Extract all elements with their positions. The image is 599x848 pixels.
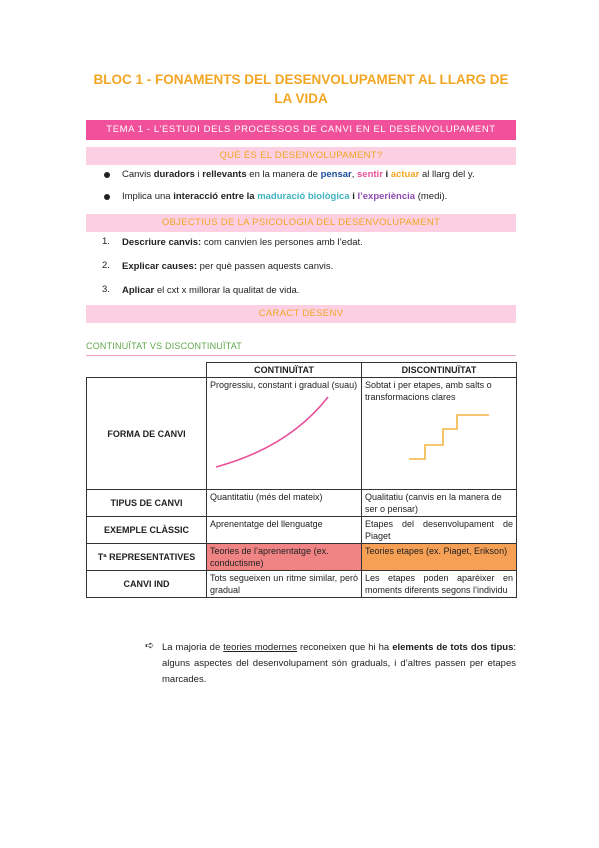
stairs-graphic [365,405,513,475]
table-cell: Teories de l’aprenentatge (ex. conductisme) [207,544,362,571]
table-cell [362,378,517,490]
table-cell: Tots segueixen un ritme similar, però gradual [207,571,362,598]
row-label: EXEMPLE CLÀSSIC [87,517,207,544]
table-header-row [87,363,517,378]
continuous-curve-graphic [210,393,358,473]
bullet-dot [104,194,110,200]
list-number: 2. [102,260,110,271]
table-row [87,544,517,571]
list-number: 3. [102,284,110,295]
table-corner [87,363,207,378]
table-cell: Etapes del desenvolupament de Piaget [362,517,517,544]
section-heading-objectius: OBJECTIUS DE LA PSICOLOGIA DEL DESENVOLUPAMENT [86,214,516,232]
table-cell: Les etapes poden aparèixer en moments diferents segons l’individu [362,571,517,598]
table-cell: Qualitatiu (canvis en la manera de ser o pensar) [362,490,517,517]
section-heading-caract: CARACT DESENV [86,305,516,323]
cell-text: Sobtat i per etapes, amb salts o transformacions clares [365,380,492,402]
table-row [87,490,517,517]
bullet-item-2: Implica una interacció entre la maduració biològica i l’experiència (medi). [122,191,448,202]
subheading-continuitat: CONTINUÏTAT VS DISCONTINUÏTAT [86,341,242,351]
row-label: Tª REPRESENTATIVES [87,544,207,571]
list-number: 1. [102,236,110,247]
subheading-divider [86,355,516,356]
bullet-dot [104,172,110,178]
row-label: FORMA DE CANVI [87,378,207,490]
bullet-item-1: Canvis duradors i rellevants en la manera de pensar, sentir i actuar al llarg del y. [122,169,475,180]
objective-item-1: Descriure canvis: com canvien les persones amb l’edat. [122,237,363,248]
table-row [87,378,517,490]
tema-banner: TEMA 1 - L’ESTUDI DELS PROCESSOS DE CANVI EN EL DESENVOLUPAMENT [86,120,516,140]
section-heading-desenvolupament: QUÈ ÉS EL DESENVOLUPAMENT? [86,147,516,165]
document-title: BLOC 1 - FONAMENTS DEL DESENVOLUPAMENT AL LLARG DE LA VIDA [93,72,509,106]
objective-item-3: Aplicar el cxt x millorar la qualitat de vida. [122,285,300,296]
table-cell: Quantitatiu (més del mateix) [207,490,362,517]
column-header-continuitat: CONTINUÏTAT [207,363,362,378]
summary-note: La majoria de teories modernes reconeixen que hi ha elements de tots dos tipus: alguns aspectes del desenvolupament són graduals, i d’altres passen per etapes marcades. [162,642,517,685]
table-cell: Teories etapes (ex. Piaget, Erikson) [362,544,517,571]
arrow-right-icon: ➪ [145,640,155,652]
cell-text: Progressiu, constant i gradual (suau) [210,380,358,390]
column-header-discontinuitat: DISCONTINUÏTAT [362,363,517,378]
table-cell [207,378,362,490]
comparison-table [86,362,517,598]
table-row [87,571,517,598]
row-label: CANVI IND [87,571,207,598]
objective-item-2: Explicar causes: per què passen aquests canvis. [122,261,334,272]
row-label: TIPUS DE CANVI [87,490,207,517]
table-cell: Aprenentatge del llenguatge [207,517,362,544]
table-row [87,517,517,544]
